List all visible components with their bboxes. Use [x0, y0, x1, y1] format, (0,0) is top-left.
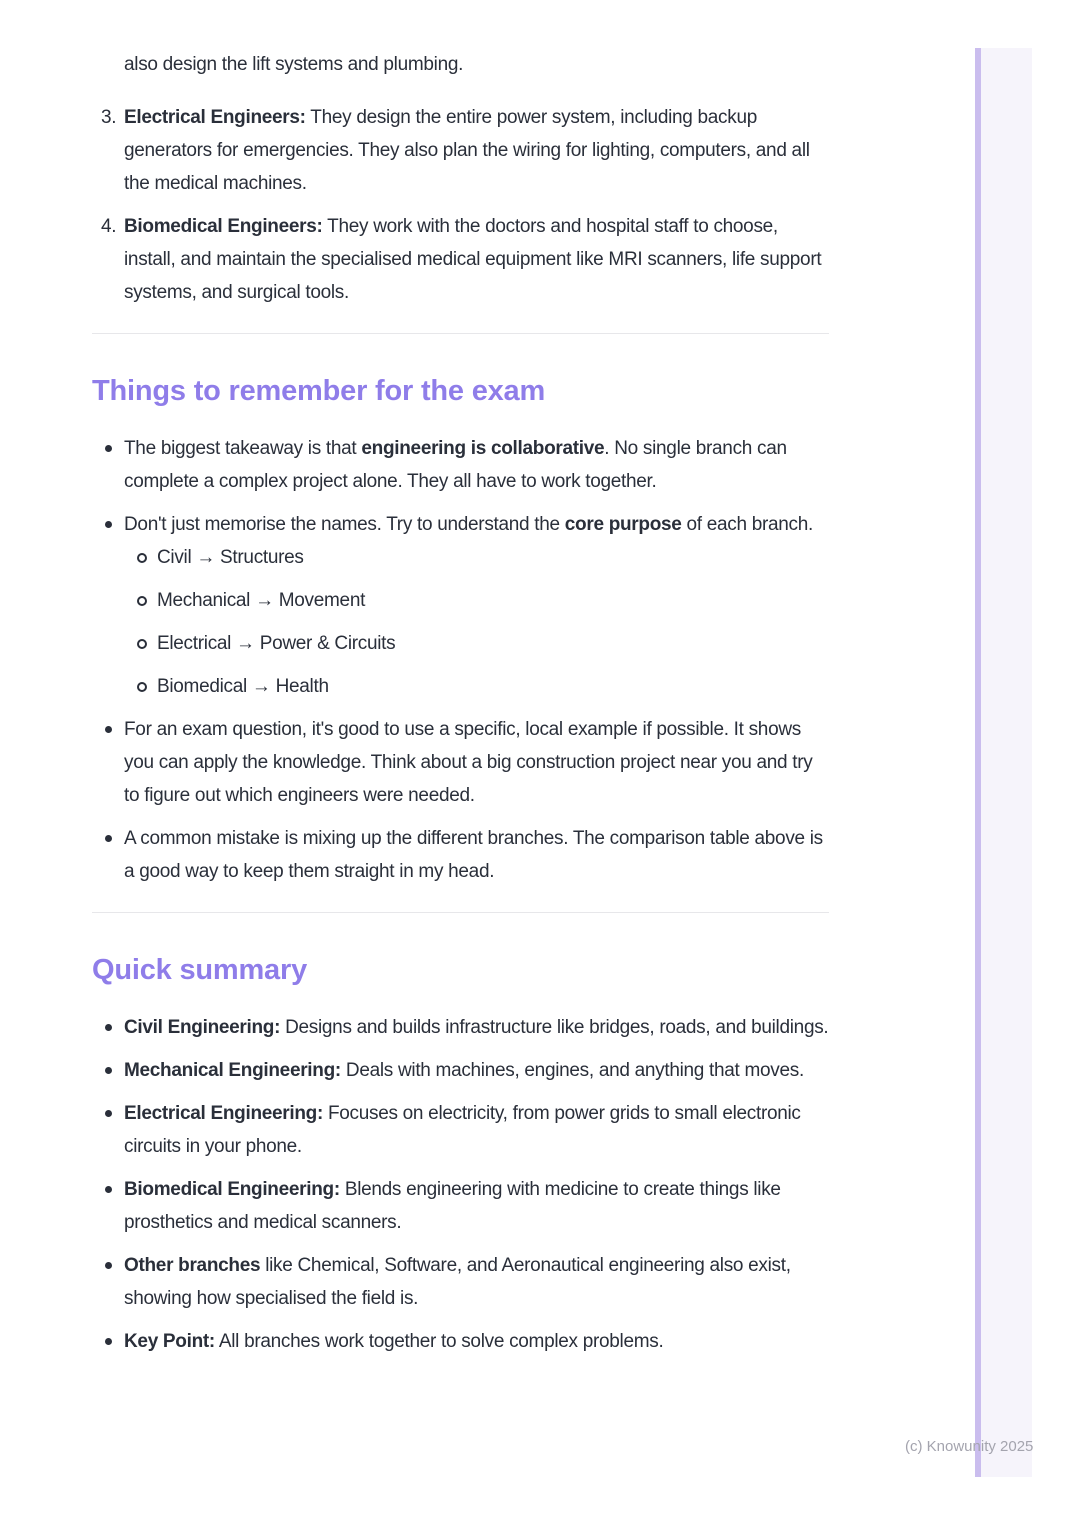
bullet-marker-icon: [105, 1338, 112, 1345]
bullet-item: [92, 1249, 829, 1315]
bullet-text: [124, 822, 829, 888]
numbered-list-item: [92, 210, 829, 309]
bullet-marker-icon: [105, 835, 112, 842]
sub-bullet-text: Biomedical → Health: [157, 676, 329, 697]
bold-text: Biomedical Engineers:: [124, 216, 323, 237]
sub-bullet-item: [124, 627, 829, 660]
bullet-text: [124, 508, 829, 541]
numbered-list-item: [92, 101, 829, 200]
text-run: Blends engineering with medicine to create things like prosthetics and medical scanners.: [124, 1179, 781, 1233]
circle-marker-icon: [137, 596, 147, 606]
bullet-list: [92, 1011, 829, 1358]
section-divider: [92, 333, 829, 334]
text-run: of each branch.: [681, 514, 814, 535]
bullet-text: [124, 713, 829, 812]
bullet-item: [92, 1325, 829, 1358]
bullet-marker-icon: [105, 1067, 112, 1074]
bullet-marker-icon: [105, 1024, 112, 1031]
sub-bullet-text: Civil → Structures: [157, 547, 304, 568]
list-item-text: [124, 101, 829, 200]
bold-text: Key Point:: [124, 1331, 215, 1352]
sub-bullet-text: Mechanical → Movement: [157, 590, 366, 611]
bullet-text: [124, 1011, 829, 1044]
bullet-text: [124, 1097, 829, 1163]
bullet-item: [92, 1173, 829, 1239]
bold-text: Biomedical Engineering:: [124, 1179, 340, 1200]
text-run: All branches work together to solve complex problems.: [214, 1331, 664, 1352]
text-run: For an exam question, it's good to use a specific, local example if possible. It shows you can apply the knowledge. Think about a big construction project near you and try to figure out which engineers were needed.: [124, 719, 813, 806]
text-run: Deals with machines, engines, and anything that moves.: [340, 1060, 804, 1081]
bullet-item: [92, 1011, 829, 1044]
sections-container: [92, 333, 829, 1358]
bullet-text: [124, 1249, 829, 1315]
text-run: Designs and builds infrastructure like bridges, roads, and buildings.: [280, 1017, 829, 1038]
sub-bullet-list: [124, 541, 829, 703]
sub-bullet-item: [124, 541, 829, 574]
notes-content: [92, 0, 829, 1368]
text-run: . No single branch can complete a complex project alone. They all have to work together.: [124, 438, 787, 492]
list-item-number: 4.: [101, 216, 117, 237]
copyright-watermark: (c) Knowunity 2025: [905, 1438, 1034, 1455]
bullet-item: [92, 432, 829, 498]
bullet-marker-icon: [105, 1262, 112, 1269]
sub-bullet-text: Electrical → Power & Circuits: [157, 633, 396, 654]
text-run: A common mistake is mixing up the different branches. The comparison table above is a good way to keep them straight in my head.: [124, 828, 823, 882]
bullet-item: [92, 1097, 829, 1163]
section: [92, 912, 829, 1358]
section-title: Quick summary: [92, 954, 307, 986]
list-item-text: [124, 210, 829, 309]
bullet-text: [124, 1054, 829, 1087]
text-run: Focuses on electricity, from power grids to small electronic circuits in your phone.: [124, 1103, 801, 1157]
text-run: The biggest takeaway is that: [124, 438, 362, 459]
text-run: like Chemical, Software, and Aeronautical engineering also exist, showing how specialised the field is.: [124, 1255, 791, 1309]
bold-text: Other branches: [124, 1255, 261, 1276]
bullet-item: [92, 508, 829, 703]
section: [92, 333, 829, 888]
bold-text: engineering is collaborative: [361, 438, 605, 459]
bullet-marker-icon: [105, 1186, 112, 1193]
bullet-marker-icon: [105, 726, 112, 733]
circle-marker-icon: [137, 553, 147, 563]
bullet-item: [92, 1054, 829, 1087]
bullet-text: [124, 1173, 829, 1239]
sub-bullet-item: [124, 584, 829, 617]
sub-bullet-item: [124, 670, 829, 703]
bullet-list: [92, 432, 829, 888]
text-run: They design the entire power system, including backup generators for emergencies. They also plan the wiring for lighting, computers, and all the medical machines.: [124, 107, 810, 194]
paragraph-continuation: also design the lift systems and plumbing.: [124, 54, 464, 75]
bullet-marker-icon: [105, 521, 112, 528]
text-run: Don't just memorise the names. Try to understand the: [124, 514, 565, 535]
bold-text: core purpose: [564, 514, 682, 535]
bullet-marker-icon: [105, 445, 112, 452]
bullet-marker-icon: [105, 1110, 112, 1117]
bullet-item: [92, 822, 829, 888]
bullet-text: [124, 1325, 829, 1358]
circle-marker-icon: [137, 639, 147, 649]
bold-text: Mechanical Engineering:: [124, 1060, 341, 1081]
bold-text: Electrical Engineers:: [124, 107, 306, 128]
page-edge-decoration: [975, 48, 1032, 1477]
bullet-item: [92, 713, 829, 812]
numbered-list: [92, 101, 829, 309]
bullet-text: [124, 432, 829, 498]
text-run: They work with the doctors and hospital staff to choose, install, and maintain the specialised medical equipment like MRI scanners, life support systems, and surgical tools.: [124, 216, 822, 303]
section-divider: [92, 912, 829, 913]
list-item-number: 3.: [101, 107, 117, 128]
section-title: Things to remember for the exam: [92, 375, 546, 407]
circle-marker-icon: [137, 682, 147, 692]
bold-text: Civil Engineering:: [124, 1017, 281, 1038]
bold-text: Electrical Engineering:: [124, 1103, 323, 1124]
